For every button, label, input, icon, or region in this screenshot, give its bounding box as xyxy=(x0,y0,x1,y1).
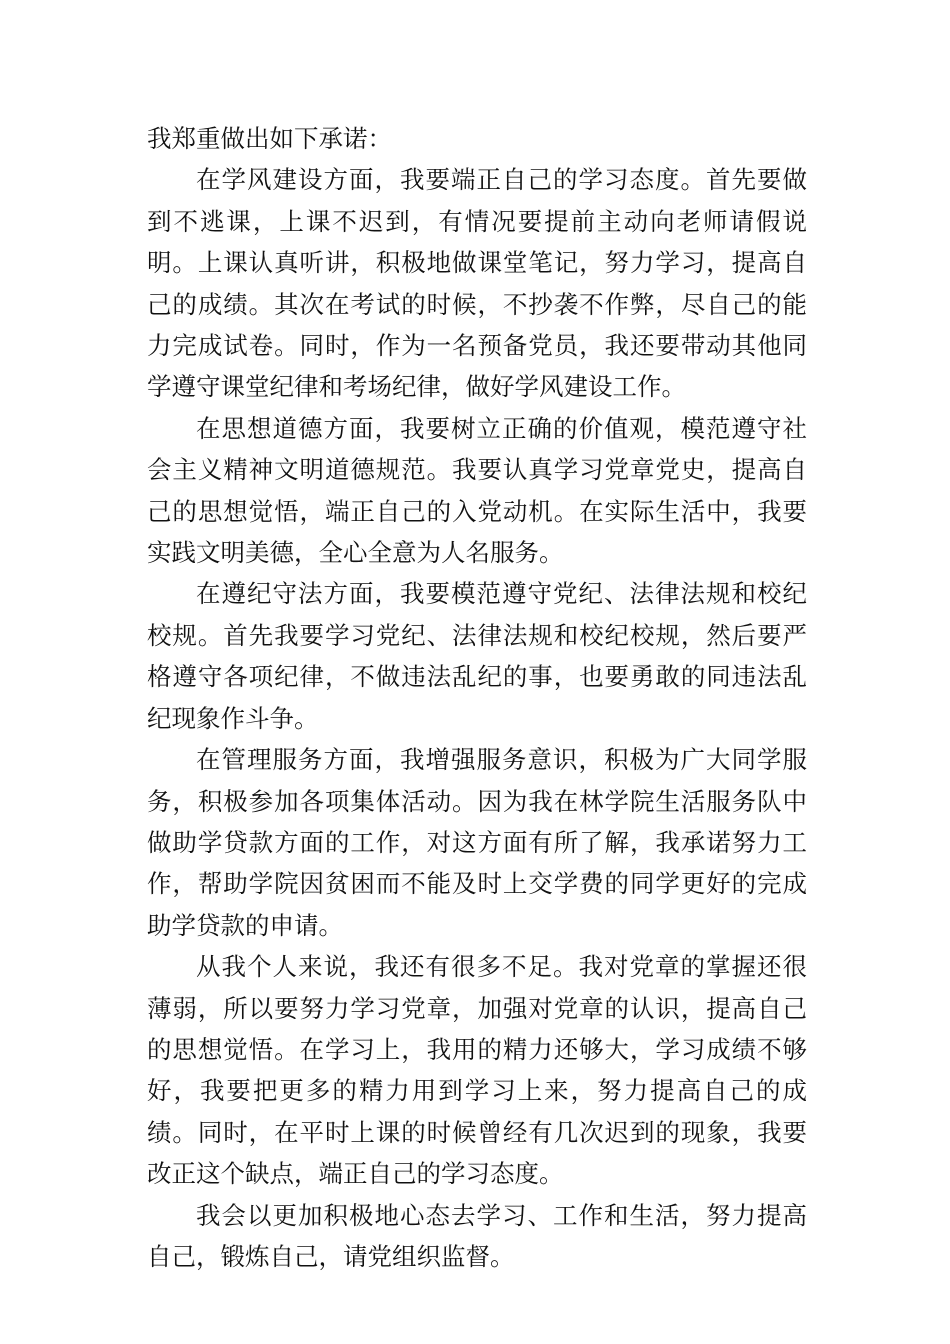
paragraph-service: 在管理服务方面，我增强服务意识，积极为广大同学服务，积极参加各项集体活动。因为我在林学院生活服务队中做助学贷款方面的工作，对这方面有所了解，我承诺努力工作，帮助学院因贫困而不能及时上交学费的同学更好的完成助学贷款的申请。 xyxy=(147,745,807,940)
paragraph-self-reflection: 从我个人来说，我还有很多不足。我对党章的掌握还很薄弱，所以要努力学习党章，加强对党章的认识，提高自己的思想觉悟。在学习上，我用的精力还够大，学习成绩不够好，我要把更多的精力用到学习上来，努力提高自己的成绩。同时，在平时上课的时候曾经有几次迟到的现象，我要改正这个缺点，端正自己的学习态度。 xyxy=(147,952,807,1189)
paragraph-study-style: 在学风建设方面，我要端正自己的学习态度。首先要做到不逃课，上课不迟到，有情况要提前主动向老师请假说明。上课认真听讲，积极地做课堂笔记，努力学习，提高自己的成绩。其次在考试的时候，不抄袭不作弊，尽自己的能力完成试卷。同时，作为一名预备党员，我还要带动其他同学遵守课堂纪律和考场纪律，做好学风建设工作。 xyxy=(147,165,807,402)
paragraph-law-discipline: 在遵纪守法方面，我要模范遵守党纪、法律法规和校纪校规。首先我要学习党纪、法律法规和校纪校规，然后要严格遵守各项纪律，不做违法乱纪的事，也要勇敢的同违法乱纪现象作斗争。 xyxy=(147,579,807,733)
opening-line: 我郑重做出如下承诺： xyxy=(147,124,392,153)
paragraph-closing: 我会以更加积极地心态去学习、工作和生活，努力提高自己，锻炼自己，请党组织监督。 xyxy=(147,1200,807,1271)
paragraph-ethics: 在思想道德方面，我要树立正确的价值观，模范遵守社会主义精神文明道德规范。我要认真学习党章党史，提高自己的思想觉悟，端正自己的入党动机。在实际生活中，我要实践文明美德，全心全意为人名服务。 xyxy=(147,413,807,568)
document-body xyxy=(147,118,807,1277)
